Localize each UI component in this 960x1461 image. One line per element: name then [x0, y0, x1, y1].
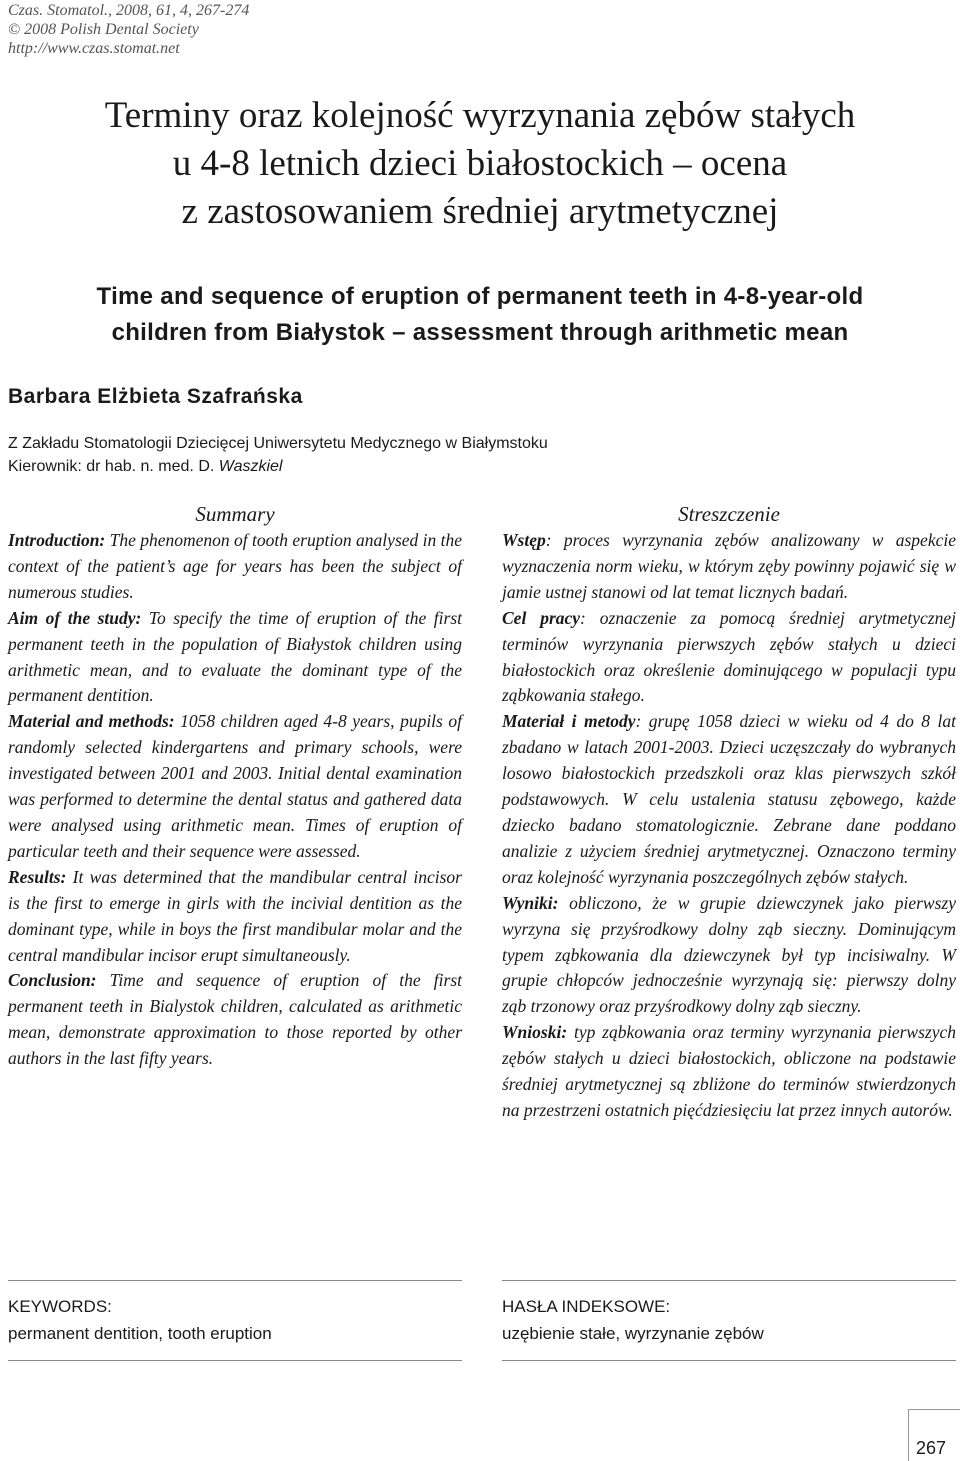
summary-column: [8, 501, 462, 1072]
keywords-top-rule: [8, 1280, 462, 1281]
keywords-title: KEYWORDS:: [8, 1297, 112, 1316]
streszczenie-cel: [502, 606, 956, 710]
title-english-line-1: Time and sequence of eruption of permanent teeth in 4-8-year-old: [96, 283, 864, 310]
streszczenie-material: [502, 709, 956, 890]
hasla-title: HASŁA INDEKSOWE:: [502, 1297, 671, 1316]
title-english: [0, 279, 960, 351]
results-text: It was determined that the mandibular central incisor is the first to emerge in girls with the incivial dentition as the dominant type, while in boys the first mandibular molar and the central mandibular incisor erupt simultaneously.: [8, 866, 462, 965]
affiliation-line-1: Z Zakładu Stomatologii Dziecięcej Uniwersytetu Medycznego w Białymstoku: [8, 435, 548, 452]
hasla-bottom-rule: [502, 1360, 956, 1361]
streszczenie-heading: Streszczenie: [678, 502, 780, 526]
page-number: 267: [915, 1438, 946, 1458]
wyniki-label: Wyniki:: [502, 892, 559, 913]
streszczenie-wnioski: [502, 1020, 956, 1124]
journal-citation: [8, 1, 249, 58]
hasla-top-rule: [502, 1280, 956, 1281]
wstep-text: : proces wyrzynania zębów analizowany w aspekcie wyznaczenia norm wieku, w którym zęby powinny pojawić się w jamie ustnej stanowi od lat temat licznych badań.: [502, 530, 956, 602]
title-polish-line-2: u 4-8 letnich dzieci białostockich – ocena: [172, 143, 788, 184]
keywords-text: permanent dentition, tooth eruption: [8, 1324, 272, 1343]
methods-text: 1058 children aged 4-8 years, pupils of randomly selected kindergartens and primary schools, were investigated between 2001 and 2003. Initial dental examination was performed to determine the dental status and gathered data were analysed using arithmetic mean. Times of eruption of particular teeth and their sequence were assessed.: [8, 711, 462, 861]
intro-label: Introduction:: [8, 530, 106, 550]
material-text: : grupę 1058 dzieci w wieku od 4 do 8 lat zbadano w latach 2001-2003. Dzieci uczęszczały do wybranych losowo białostockich przedszkoli oraz klas pierwszych szkół podstawowych. W celu ustalenia statusu zębowego, każde dziecko badano stomatologicznie. Zebrane dane poddano analizie z użyciem średniej arytmetycznej. Oznaczono terminy oraz kolejność wyrzynania poszczególnych zębów stałych.: [502, 711, 956, 887]
summary-heading: Summary: [195, 502, 275, 526]
summary-results: [8, 865, 462, 969]
affiliation-head-name: Waszkiel: [218, 458, 283, 475]
summary-conclusion: [8, 968, 462, 1072]
intro-text: The phenomenon of tooth eruption analysed in the context of the patient’s age for years has been the subject of numerous studies.: [8, 530, 463, 602]
keywords-bottom-rule: [8, 1360, 462, 1361]
hasla-text: uzębienie stałe, wyrzynanie zębów: [502, 1324, 764, 1343]
society-line: © 2008 Polish Dental Society: [8, 21, 199, 38]
title-polish: [0, 92, 960, 236]
title-english-line-2: children from Białystok – assessment through arithmetic mean: [111, 319, 849, 346]
streszczenie-column: [502, 501, 956, 1124]
results-label: Results:: [8, 866, 67, 887]
affiliation-head-prefix: Kierownik: dr hab. n. med. D.: [8, 458, 219, 475]
cel-text: : oznaczenie za pomocą średniej arytmetycznej terminów wyrzynania pierwszych zębów stałych u dzieci białostockich oraz określenie dominującego w populacji typu ząbkowania stałego.: [502, 607, 956, 706]
wnioski-text: typ ząbkowania oraz terminy wyrzynania pierwszych zębów stałych u dzieci białostockich, obliczone na podstawie średniej arytmetycznej są zbliżone do terminów stwierdzonych na przestrzeni ostatnich pięćdziesięciu lat przez innych autorów.: [502, 1022, 956, 1120]
title-polish-line-3: z zastosowaniem średniej arytmetycznej: [181, 191, 779, 232]
streszczenie-wyniki: [502, 891, 956, 1021]
aim-label: Aim of the study:: [8, 607, 142, 628]
methods-label: Material and methods:: [8, 711, 175, 732]
title-polish-line-1: Terminy oraz kolejność wyrzynania zębów stałych: [104, 95, 856, 136]
author-name: Barbara Elżbieta Szafrańska: [8, 385, 303, 408]
journal-line: Czas. Stomatol., 2008, 61, 4, 267-274: [8, 2, 250, 19]
wnioski-label: Wnioski:: [502, 1022, 568, 1043]
affiliation-line-2: [8, 455, 548, 478]
summary-aim: [8, 606, 462, 710]
wyniki-text: obliczono, że w grupie dziewczynek jako pierwszy wyrzyna się przyśrodkowy dolny ząb sieczny. Dominującym typem ząbkowania dla dziewczynek był typ incisiwalny. W grupie chłopców jednocześnie wyrzynają się: pierwszy dolny ząb trzonowy oraz przyśrodkowy dolny ząb sieczny.: [502, 892, 956, 1017]
wstep-label: Wstęp: [502, 530, 546, 550]
conclusion-text: Time and sequence of eruption of the first permanent teeth in Bialystok children, calculated as arithmetic mean, demonstrate approximation to those reported by other authors in the last fifty years.: [8, 970, 462, 1069]
summary-methods: [8, 709, 462, 864]
conclusion-label: Conclusion:: [8, 970, 97, 991]
journal-url[interactable]: http://www.czas.stomat.net: [8, 40, 180, 57]
streszczenie-wstep: [502, 528, 956, 606]
affiliation: [8, 432, 548, 478]
summary-introduction: [8, 528, 462, 606]
aim-text: To specify the time of eruption of the first permanent teeth in the population of Białystok children using arithmetic mean, and to evaluate the dominant type of the permanent dentition.: [8, 607, 462, 706]
cel-label: Cel pracy: [502, 607, 581, 628]
material-label: Materiał i metody: [502, 711, 636, 732]
